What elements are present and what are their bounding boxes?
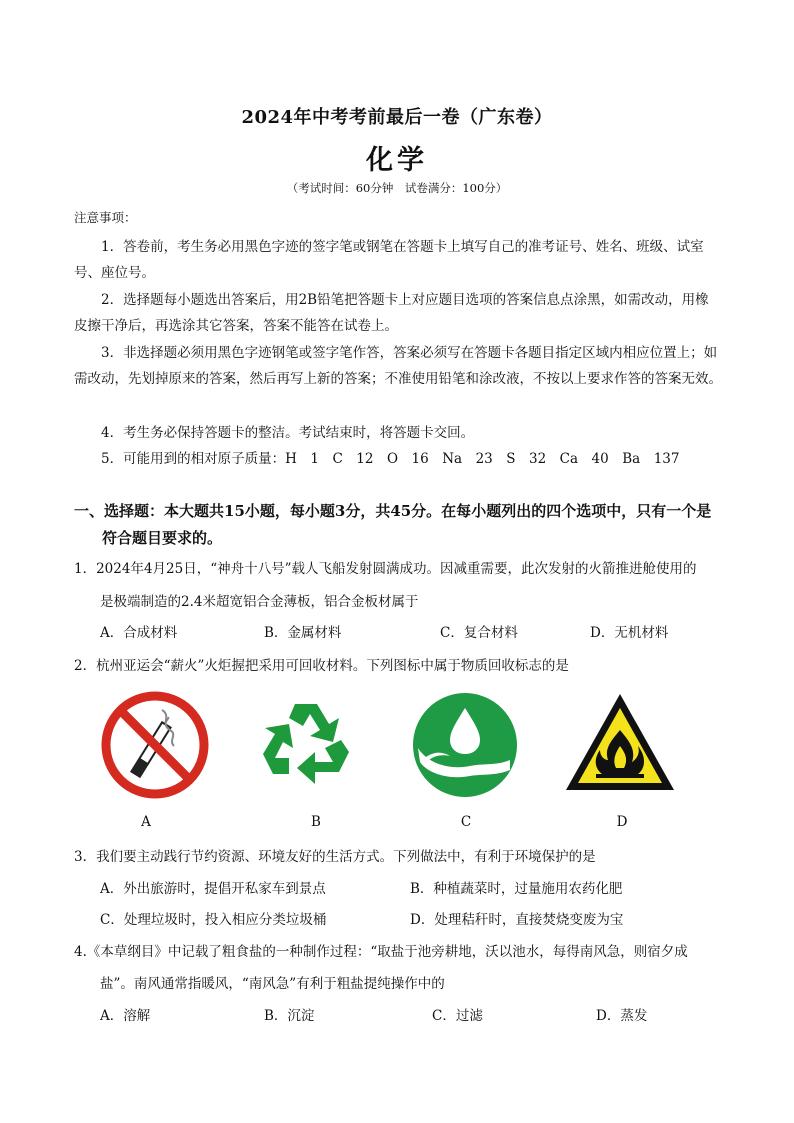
- question-1-option-b: B．金属材料: [264, 625, 342, 641]
- question-1-option-d: D．无机材料: [590, 625, 669, 641]
- question-3-option-a: A．外出旅游时，提倡开私家车到景点: [100, 881, 326, 897]
- question-4-option-b: B．沉淀: [264, 1008, 315, 1024]
- icon-label-c: C: [460, 814, 472, 830]
- question-4-option-a: A．溶解: [100, 1008, 151, 1024]
- water-saving-icon: [410, 690, 520, 800]
- question-1-line-2: 是极端制造的2.4米超宽铝合金薄板，铝合金板材属于: [100, 594, 419, 610]
- section-heading: [74, 498, 724, 552]
- question-3-option-d: D．处理秸秆时，直接焚烧变废为宝: [410, 912, 624, 928]
- icon-label-d: D: [616, 814, 628, 830]
- flammable-warning-icon: [560, 688, 670, 798]
- subject-title: 化学: [366, 145, 428, 176]
- icon-label-a: A: [141, 814, 151, 830]
- icon-label-b: B: [311, 814, 321, 830]
- section-heading-text: 一、选择题：本大题共15小题，每小题3分，共45分。在每小题列出的四个选项中，只有一个是符合题目要求的。: [74, 502, 712, 547]
- question-1-option-a: A．合成材料: [100, 625, 178, 641]
- question-3-option-c: C．处理垃圾时，投入相应分类垃圾桶: [100, 912, 327, 928]
- exam-time-info: （考试时间：60分钟 试卷满分：100分）: [286, 181, 508, 195]
- recycle-icon: [255, 690, 365, 800]
- question-1-option-c: C．复合材料: [440, 625, 518, 641]
- notes-heading: 注意事项：: [74, 210, 137, 225]
- note-item-5: 5．可能用到的相对原子质量：H 1 C 12 O 16 Na 23 S 32 Ca 40 Ba 137: [101, 451, 680, 467]
- note-item-4: 4．考生务必保持答题卡的整洁。考试结束时，将答题卡交回。: [101, 425, 475, 441]
- question-1-line-1: 1．2024年4月25日，“神舟十八号”载人飞船发射圆满成功。因减重需要，此次发射的火箭推进舱使用的: [74, 561, 697, 577]
- note-item-3: 3．非选择题必须用黑色字迹钢笔或签字笔作答，答案必须写在答题卡各题目指定区域内相应位置上；如需改动，先划掉原来的答案，然后再写上新的答案；不准使用铅笔和涂改液，不按以上要求作答的答案无效。: [74, 345, 722, 387]
- question-4-line-2: 盐”。南风通常指暖风，“南风急”有利于粗盐提纯操作中的: [100, 976, 445, 992]
- no-smoking-icon: [100, 690, 210, 800]
- question-4-line-1: 4.《本草纲目》中记载了粗食盐的一种制作过程：“取盐于池旁耕地，沃以池水，每得南风急，则宿夕成: [74, 944, 688, 960]
- question-3-line-1: 3．我们要主动践行节约资源、环境友好的生活方式。下列做法中，有利于环境保护的是: [74, 849, 596, 865]
- note-item-2: 2．选择题每小题选出答案后，用2B铅笔把答题卡上对应题目选项的答案信息点涂黑，如需改动，用橡皮擦干净后，再选涂其它答案，答案不能答在试卷上。: [74, 292, 709, 334]
- question-4-option-d: D．蒸发: [596, 1008, 648, 1024]
- question-4-option-c: C．过滤: [432, 1008, 483, 1024]
- question-2-line-1: 2．杭州亚运会“薪火”火炬握把采用可回收材料。下列图标中属于物质回收标志的是: [74, 658, 569, 674]
- exam-title: 2024年中考考前最后一卷（广东卷）: [241, 107, 553, 128]
- note-item-1: 1．答卷前，考生务必用黑色字迹的签字笔或钢笔在答题卡上填写自己的准考证号、姓名、班级、试室号、座位号。: [74, 239, 704, 281]
- question-3-option-b: B．种植蔬菜时，过量施用农药化肥: [410, 881, 623, 897]
